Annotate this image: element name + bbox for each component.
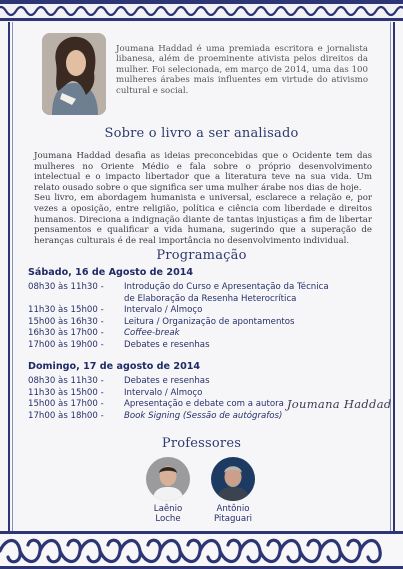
author-photo-illustration xyxy=(42,33,106,115)
schedule-time: 17h00 às 18h00 - xyxy=(28,410,104,421)
schedule-time: 08h30 às 11h30 - xyxy=(28,376,104,386)
right-inner-line xyxy=(390,22,391,531)
left-inner-line xyxy=(12,22,13,531)
schedule-row xyxy=(28,305,373,317)
author-bio: Joumana Haddad é uma premiada escritora e jornalista libanesa, além de proeminente ativista pelos direitos da mulher. Foi selecionada, em março de 2014, uma das 100 mulheres árabes mais influentes em virtude do ativismo cultural e social. xyxy=(116,44,368,96)
professors-title: Professores xyxy=(161,436,242,451)
schedule-activity: Leitura / Organização de apontamentos xyxy=(124,316,295,327)
book-section-title: Sobre o livro a ser analisado xyxy=(104,126,299,141)
author-photo xyxy=(42,33,106,115)
professor-1-avatar xyxy=(146,457,190,501)
schedule-row-continuation xyxy=(28,294,373,306)
book-paragraph-2: Seu livro, em abordagem humanista e universal, esclarece a relação e, por vezes a oposição, entre religião, política e ciência com liberdade e direitos humanos. Direciona a indignação diante de tantas injustiças a fim de libertar pensamentos e qualificar a vida humana, sugerindo que a superação de heranças culturais é de real importância no desenvolvimento individual. xyxy=(34,193,372,246)
left-border-line xyxy=(8,22,10,531)
professor-1-first-name: Laênio xyxy=(153,504,183,514)
program-title: Programação xyxy=(156,248,247,263)
bottom-border-pattern xyxy=(0,531,403,569)
schedule-time: 17h00 às 19h00 - xyxy=(28,339,104,350)
professor-card-2 xyxy=(203,457,263,525)
schedule-row xyxy=(28,328,373,340)
day-1-title: Sábado, 16 de Agosto de 2014 xyxy=(28,267,194,278)
schedule-activity: Introdução do Curso e Apresentação da Técnica xyxy=(124,282,329,292)
right-border-line xyxy=(393,22,395,531)
schedule-time: 11h30 às 15h00 - xyxy=(28,305,104,316)
day-2-title: Domingo, 17 de agosto de 2014 xyxy=(28,361,201,372)
professor-2-avatar xyxy=(211,457,255,501)
program-day-2 xyxy=(28,361,392,422)
professor-1-last-name: Loche xyxy=(155,514,181,525)
schedule-activity: Book Signing (Sessão de autógrafos) xyxy=(124,410,283,421)
top-ornamental-border xyxy=(0,0,403,22)
schedule-row xyxy=(28,411,373,423)
schedule-activity: Coffee-break xyxy=(124,328,180,339)
author-signature: Joumana Haddad xyxy=(286,397,392,412)
program-day-1 xyxy=(28,267,373,352)
schedule-row xyxy=(28,317,373,329)
schedule-row xyxy=(28,376,373,388)
schedule-activity: Intervalo / Almoço xyxy=(124,387,203,398)
schedule-row xyxy=(28,397,392,412)
book-paragraph-1: Joumana Haddad desafia as ideias preconcebidas que o Ocidente tem das mulheres no Oriente Médio e fala sobre o próprio desenvolvimento intelectual e o impacto libertador que a literatura teve na sua vida. Um relato ousado sobre o que significa ser uma mulher árabe nos dias de hoje. xyxy=(34,151,372,193)
bottom-ornamental-border xyxy=(0,531,403,569)
schedule-row xyxy=(28,340,373,352)
schedule-time: 08h30 às 11h30 - xyxy=(28,282,104,292)
professor-2-first-name: Antônio xyxy=(216,504,250,514)
professor-2-portrait xyxy=(211,457,255,501)
professor-card-1 xyxy=(138,457,198,525)
professor-2-last-name: Pitaguari xyxy=(213,514,253,525)
schedule-row xyxy=(28,282,373,294)
schedule-time: 11h30 às 15h00 - xyxy=(28,387,104,398)
schedule-time: 15h00 às 16h30 - xyxy=(28,316,104,327)
schedule-activity: Debates e resenhas xyxy=(124,376,210,386)
schedule-activity: Apresentação e debate com a autora xyxy=(124,399,284,410)
schedule-activity: Intervalo / Almoço xyxy=(124,305,203,316)
professor-1-portrait xyxy=(146,457,190,501)
book-description xyxy=(34,151,372,246)
schedule-time: 15h00 às 17h00 - xyxy=(28,399,104,410)
schedule-activity: Debates e resenhas xyxy=(124,339,210,350)
top-border-pattern xyxy=(0,0,403,22)
schedule-activity-continued: de Elaboração da Resenha Heterocrítica xyxy=(124,293,297,304)
schedule-time: 16h30 às 17h00 - xyxy=(28,328,104,339)
